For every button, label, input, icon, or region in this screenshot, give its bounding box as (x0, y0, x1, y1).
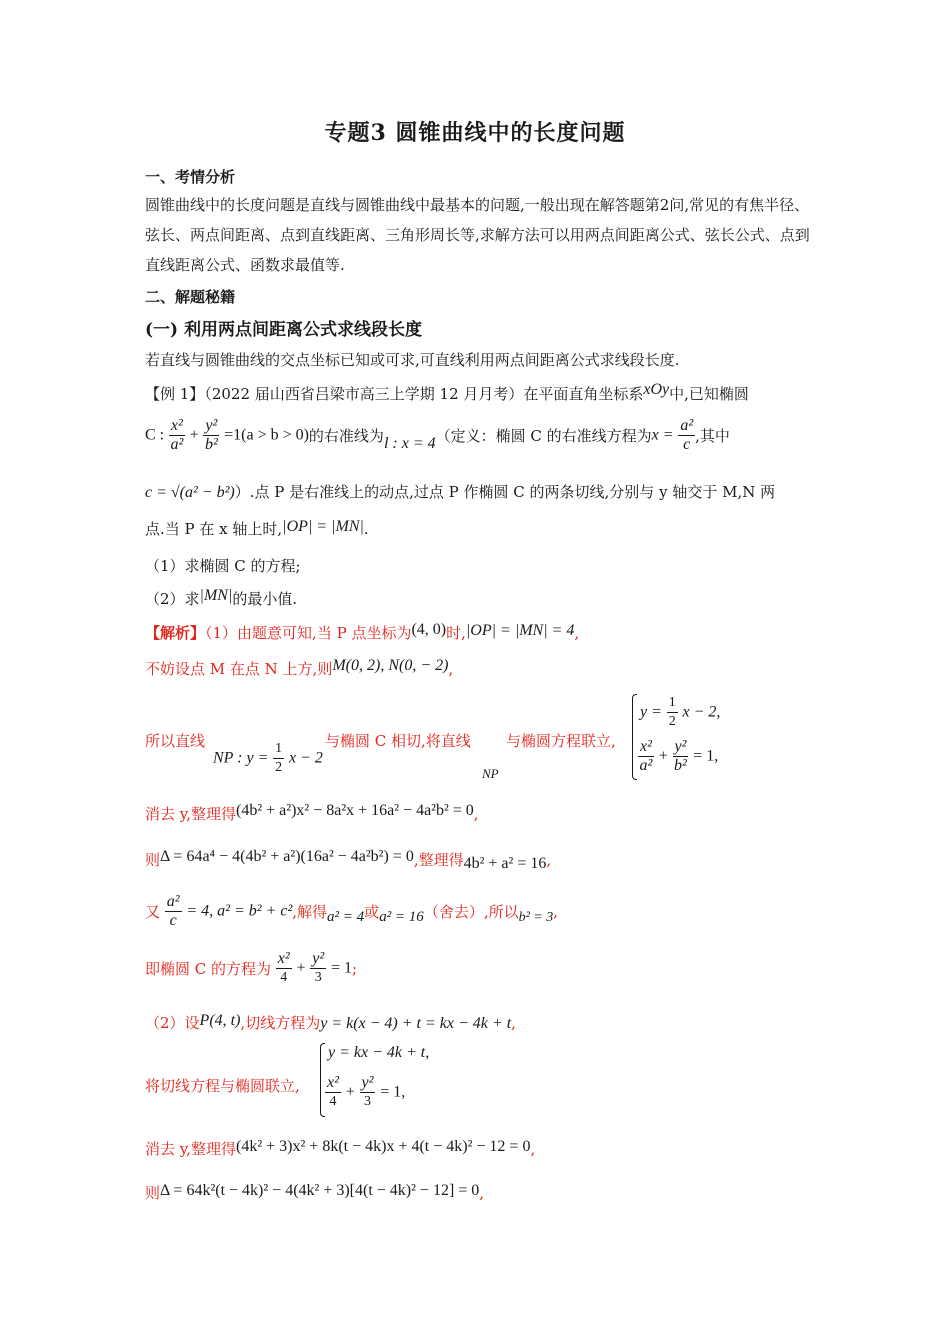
frac-num: x² (277, 950, 290, 967)
frac-num: x² (327, 1074, 339, 1091)
s5-c: , (546, 851, 552, 869)
frac-1-2 (273, 740, 284, 777)
solution-line-7: 即椭圆 C 的方程为 $\frac{\text{x²}}{4}$ + $\frac{\text{y²}}{3}$ = 1; (145, 950, 358, 985)
solution-line-3b: 与椭圆 C 相切,将直线 (325, 732, 471, 750)
frac-y2-b2 (203, 417, 219, 454)
p4-b: , (530, 1140, 536, 1158)
part2-line-2: 将切线方程与椭圆联立, (145, 1077, 300, 1095)
frac-x2-4 (325, 1074, 341, 1111)
frac-num: a² (680, 417, 694, 434)
sys1-end: = 1, (693, 747, 719, 765)
frac-x2-4 (276, 950, 292, 987)
s6-a: 又 (145, 903, 161, 921)
s6-or: 或 (364, 903, 380, 921)
frac-y2-b2 (673, 738, 689, 775)
frac-den: 2 (275, 760, 283, 775)
ellipse-condition: =1(a > b > 0) (224, 426, 309, 444)
frac-den: 2 (668, 714, 676, 729)
frac-num: y² (205, 417, 218, 434)
example-line4-a: 点.当 P 在 x 轴上时, (145, 520, 283, 538)
sys1-b: x − 2, (682, 703, 721, 721)
system-1-row-1 (640, 694, 720, 731)
page-title: 专题3 圆锥曲线中的长度问题 (324, 120, 626, 146)
p2-eq: y = k(x − 4) + t = kx − 4k + t (320, 1015, 512, 1032)
frac-den: 4 (280, 970, 288, 985)
frac-den: c (683, 436, 691, 453)
frac-a2-c (165, 893, 182, 930)
s2-b: , (448, 660, 454, 678)
part2-line-3 (145, 1138, 535, 1159)
solution-line-4 (145, 803, 479, 824)
s2-eq: M(0, 2), N(0, − 2) (332, 657, 449, 674)
c-definition: c = √(a² − b²) (145, 484, 235, 501)
s6-b: ,解得 (292, 903, 328, 921)
s7-b: ; (352, 959, 358, 978)
example-line1-end: 中,已知椭圆 (669, 385, 749, 403)
frac-1-2 (667, 694, 678, 731)
sys1-a: y = (640, 703, 662, 721)
frac-x2-a2 (638, 738, 654, 775)
p2-b: ,切线方程为 (240, 1014, 321, 1032)
frac-num: y² (674, 738, 687, 755)
example-line-1 (145, 383, 749, 404)
s6-c: （舍去）,所以 (423, 903, 519, 921)
solution-line-1 (145, 622, 579, 643)
s5-res: 4b² + a² = 16 (463, 855, 547, 872)
s6-r1: a² = 4 (327, 909, 365, 925)
solution-line-5 (145, 849, 551, 870)
frac-num: x² (170, 417, 183, 434)
frac-den: b² (204, 436, 218, 453)
frac-den: b² (674, 757, 687, 774)
frac-num: y² (312, 950, 325, 967)
p4-eq: (4k² + 3)x² + 8k(t − 4k)x + 4(t − 4k)² − 12 = 0 (236, 1138, 531, 1155)
s5-eq: Δ = 64a⁴ − 4(4b² + a²)(16a² − 4a²b²) = 0 (160, 848, 414, 865)
s1-b: 时, (446, 624, 466, 642)
example-line4-b: . (363, 520, 369, 538)
example-source: （2022 届山西省吕梁市高三上学期 12 月月考）在平面直角坐标系 (204, 385, 644, 403)
directrix-x: x = (651, 426, 674, 444)
question-2 (145, 588, 297, 609)
frac-num: 1 (667, 694, 678, 713)
sys2-end: = 1, (380, 1083, 406, 1101)
solution-line-3a: 所以直线 (145, 732, 206, 750)
np-line-eq (213, 740, 323, 777)
example-line2-def: （定义：椭圆 C 的右准线方程为 (435, 427, 652, 445)
s1-eq: |OP| = |MN| = 4 (465, 622, 575, 639)
s4-a: 消去 y,整理得 (145, 805, 237, 823)
np-label: NP : y = (213, 749, 269, 767)
q2-b: 的最小值. (232, 590, 298, 608)
solution-line-3c: 与椭圆方程联立, (506, 732, 616, 750)
p2-a: （2）设 (145, 1014, 200, 1032)
example-line2-mid: 的右准线为 (308, 427, 384, 445)
system-2-row-2: $\frac{\text{x²}}{4}$ + $\frac{\text{y²}}{3}$ = 1, (327, 1074, 406, 1109)
ellipse-label: C : (145, 426, 165, 444)
s6-eq: = 4, a² = b² + c² (186, 902, 293, 920)
frac-den: 3 (363, 1094, 371, 1109)
mn-abs: |MN| (199, 587, 233, 604)
p2-c: , (511, 1014, 516, 1032)
frac-x2-a2 (169, 417, 185, 454)
frac-den: a² (639, 757, 653, 774)
p5-a: 则 (145, 1184, 161, 1202)
s2-a: 不妨设点 M 在点 N 上方,则 (145, 660, 333, 678)
frac-num: a² (166, 893, 180, 910)
s4-eq: (4b² + a²)x² − 8a²x + 16a² − 4a²b² = 0 (236, 802, 474, 819)
frac-y2-3 (360, 1074, 376, 1111)
p5-b: , (479, 1184, 485, 1202)
analysis-paragraph: 圆锥曲线中的长度问题是直线与圆锥曲线中最基本的问题,一般出现在解答题第2问,常见的有焦半径、弦长、两点间距离、点到直线距离、三角形周长等,求解方法可以用两点间距离公式、弦长公式、点到直线距离公式、函数求最值等. (145, 196, 810, 274)
example-line3-text: ）.点 P 是右准线上的动点,过点 P 作椭圆 C 的两条切线,分别与 y 轴交于 M,N 两 (234, 483, 776, 501)
s1-point: (4, 0) (411, 621, 447, 638)
s4-b: , (473, 805, 479, 823)
s7-a: 即椭圆 C 的方程为 (145, 960, 272, 978)
example-tag: 【例 1】 (145, 385, 205, 403)
frac-den: 3 (314, 970, 322, 985)
frac-y2-3 (310, 950, 326, 987)
coord-system: xOy (643, 381, 670, 398)
example-line-2: C : $\frac{\text{x²}}{\text{a²}}$ + $\frac{\text{y²}}{\text{b²}}$ =1(a > b > 0)的右准线为l : x = 4（定义：椭圆 C 的右准线方程为x = $\frac{\text{a²}}{c}$ ,其中 (145, 417, 730, 453)
question-1: （1）求椭圆 C 的方程; (145, 557, 301, 575)
op-mn-eq: |OP| = |MN| (282, 518, 364, 535)
s1-c: , (574, 624, 580, 642)
np-small: NP (482, 766, 499, 781)
example-line-3 (145, 481, 775, 502)
p4-a: 消去 y,整理得 (145, 1140, 237, 1158)
frac-num: x² (640, 738, 652, 755)
solution-line-6 (145, 893, 558, 930)
example-line-4 (145, 518, 369, 539)
subsection-heading-distance: (一) 利用两点间距离公式求线段长度 (145, 320, 423, 340)
solution-line-2 (145, 658, 453, 679)
system-2-row-1: y = kx − 4k + t, (328, 1044, 430, 1061)
frac-num: y² (361, 1074, 374, 1091)
s1-a: （1）由题意可知,当 P 点坐标为 (205, 624, 412, 642)
p5-eq: Δ = 64k²(t − 4k)² − 4(4k² + 3)[4(t − 4k)² − 12] = 0 (160, 1182, 480, 1199)
part2-line-4 (145, 1182, 484, 1203)
s7-eq: = 1 (330, 959, 353, 977)
frac-den: c (169, 912, 177, 929)
s6-d: , (553, 902, 559, 921)
frac-num: 1 (273, 740, 284, 759)
frac-a2-c (678, 417, 695, 454)
np-line-end: x − 2 (288, 749, 323, 767)
part2-line-1 (145, 1012, 516, 1033)
p2-point: P(4, t) (199, 1012, 241, 1029)
frac-den: a² (170, 436, 184, 453)
section-heading-tips: 二、解题秘籍 (145, 288, 236, 306)
s6-r2: a² = 16 (379, 909, 424, 925)
example-line2-end: ,其中 (695, 427, 730, 445)
subsection-paragraph: 若直线与圆锥曲线的交点坐标已知或可求,可直线利用两点间距离公式求线段长度. (145, 351, 680, 369)
solution-tag: 【解析】 (145, 624, 206, 642)
system-1-row-2: $\frac{\text{x²}}{\text{a²}}$ + $\frac{\text{y²}}{\text{b²}}$ = 1, (639, 738, 719, 774)
system-brace-1 (632, 694, 637, 780)
s6-r3: b² = 3 (518, 909, 554, 925)
directrix-eq: l : x = 4 (383, 434, 436, 452)
s5-a: 则 (145, 851, 161, 869)
section-heading-analysis: 一、考情分析 (145, 168, 236, 186)
q2-a: （2）求 (145, 590, 200, 608)
frac-den: 4 (329, 1094, 337, 1109)
s5-b: ,整理得 (413, 851, 464, 869)
